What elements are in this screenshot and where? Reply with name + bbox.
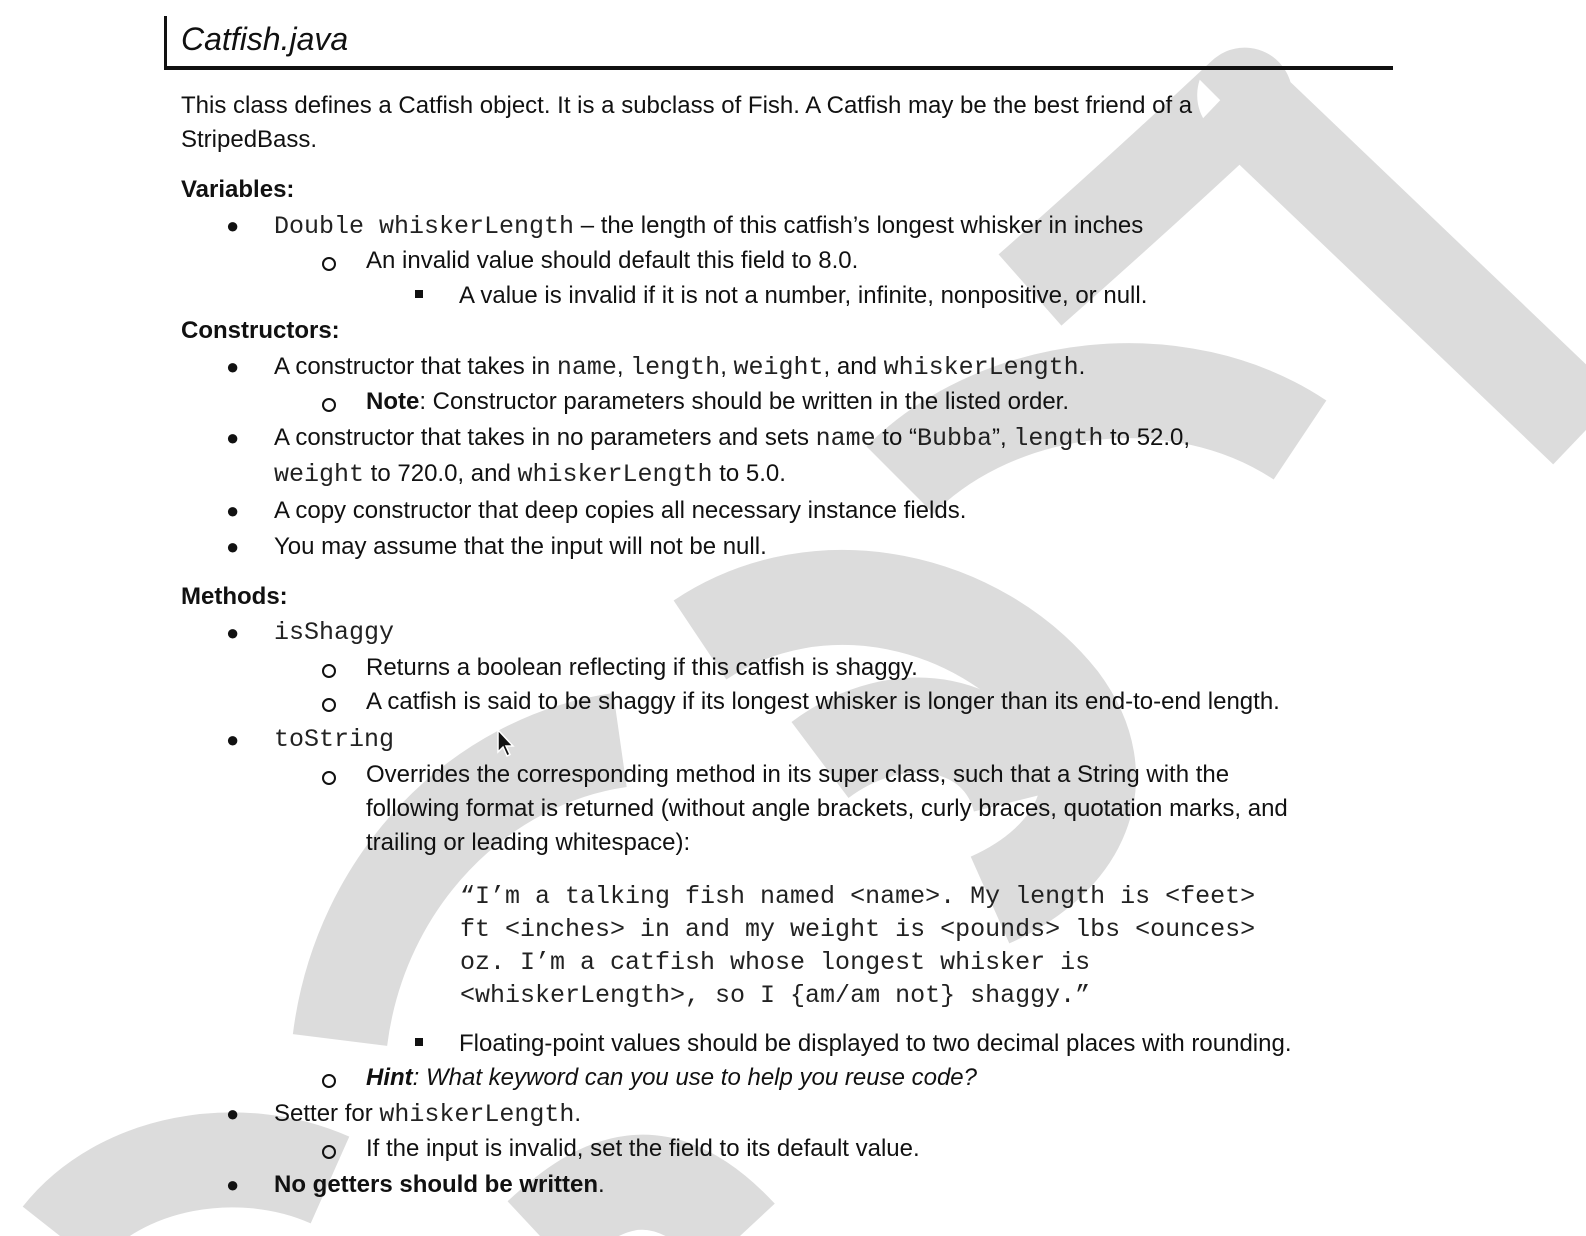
circle-bullet-icon — [322, 398, 336, 412]
constructors-heading: Constructors: — [181, 317, 340, 344]
constructor-2-line-1 — [274, 424, 1190, 453]
param-length-code: length — [1013, 424, 1104, 453]
note-label: Note — [366, 388, 420, 415]
constructor-2-line-2 — [274, 460, 786, 489]
method-to-string: toString — [274, 725, 395, 754]
variable-whisker-length — [274, 212, 1143, 241]
bullet-icon: ● — [226, 727, 240, 752]
param-length-code: length — [630, 353, 721, 382]
format-line-1: “I’m a talking fish named <name>. My length is <feet> — [460, 882, 1256, 911]
constructor-3: A copy constructor that deep copies all necessary instance fields. — [274, 497, 967, 524]
setter-code: whiskerLength — [379, 1100, 575, 1129]
no-getters-item — [274, 1171, 605, 1199]
hint-text: : What keyword can you use to help you reuse code? — [412, 1064, 977, 1091]
variable-sub-2: A value is invalid if it is not a number, infinite, nonpositive, or null. — [459, 282, 1148, 309]
mouse-pointer-icon — [496, 728, 516, 758]
no-getters-text: No getters should be written — [274, 1171, 599, 1198]
bullet-icon: ● — [226, 498, 240, 523]
hint-label: Hint — [366, 1064, 413, 1091]
page-title: Catfish.java — [181, 21, 349, 57]
square-bullet-icon — [415, 290, 423, 298]
format-line-3: oz. I’m a catfish whose longest whisker is — [460, 948, 1091, 977]
circle-bullet-icon — [322, 1145, 336, 1159]
bullet-icon: ● — [226, 425, 240, 450]
param-weight-code: weight — [274, 460, 365, 489]
bullet-icon: ● — [226, 354, 240, 379]
separator: , — [720, 353, 734, 380]
bullet-icon: ● — [226, 213, 240, 238]
intro-line-1: This class defines a Catfish object. It is a subclass of Fish. A Catfish may be the best friend of a — [181, 92, 1193, 119]
param-name-code: name — [556, 353, 617, 382]
param-whisker-code: whiskerLength — [883, 353, 1079, 382]
text-to: to 5.0. — [712, 460, 786, 487]
bullet-icon: ● — [226, 620, 240, 645]
circle-bullet-icon — [322, 698, 336, 712]
param-whisker-code: whiskerLength — [517, 460, 713, 489]
param-weight-code: weight — [733, 353, 824, 382]
separator: , and — [823, 353, 884, 380]
to-string-desc-line-2: following format is returned (without angle brackets, curly braces, quotation marks, and — [366, 795, 1288, 822]
param-name-code: name — [815, 424, 876, 453]
constructor-1-prefix: A constructor that takes in — [274, 353, 557, 380]
separator: , — [616, 353, 631, 380]
square-bullet-icon — [415, 1038, 423, 1046]
is-shaggy-desc-1: Returns a boolean reflecting if this catfish is shaggy. — [366, 654, 918, 681]
text-to: to 52.0, — [1103, 424, 1191, 451]
constructor-note — [366, 388, 1069, 416]
format-line-2: ft <inches> in and my weight is <pounds> lbs <ounces> — [460, 915, 1256, 944]
setter-desc: If the input is invalid, set the field to its default value. — [366, 1135, 920, 1162]
method-is-shaggy: isShaggy — [274, 618, 395, 647]
circle-bullet-icon — [322, 1074, 336, 1088]
separator: ”, — [992, 424, 1014, 451]
field-description: – the length of this catfish’s longest whisker in inches — [574, 212, 1144, 239]
period: . — [1078, 353, 1086, 380]
to-string-desc-line-3: trailing or leading whitespace): — [366, 829, 691, 856]
circle-bullet-icon — [322, 257, 336, 271]
format-code-block — [460, 880, 1255, 1012]
is-shaggy-desc-2: A catfish is said to be shaggy if its longest whisker is longer than its end-to-end length. — [366, 688, 1280, 715]
field-code: Double whiskerLength — [274, 212, 575, 241]
variables-heading: Variables: — [181, 176, 295, 203]
text-to: to “ — [875, 424, 917, 451]
format-line-4: <whiskerLength>, so I {am/am not} shaggy.” — [460, 981, 1091, 1010]
bullet-icon: ● — [226, 1172, 240, 1197]
variable-sub-1: An invalid value should default this field to 8.0. — [366, 247, 859, 274]
methods-heading: Methods: — [181, 583, 288, 610]
period: . — [574, 1100, 582, 1127]
to-string-desc-line-1: Overrides the corresponding method in its super class, such that a String with the — [366, 761, 1230, 788]
default-name-code: Bubba — [916, 424, 992, 453]
period: . — [598, 1171, 605, 1198]
circle-bullet-icon — [322, 771, 336, 785]
setter-item — [274, 1100, 581, 1129]
constructor-1 — [274, 353, 1085, 382]
constructor-2-prefix: A constructor that takes in no parameters and sets — [274, 424, 816, 451]
hint — [366, 1064, 977, 1092]
bullet-icon: ● — [226, 1101, 240, 1126]
setter-prefix: Setter for — [274, 1100, 380, 1127]
title-rule — [164, 16, 1393, 70]
circle-bullet-icon — [322, 664, 336, 678]
float-note: Floating-point values should be displayed to two decimal places with rounding. — [459, 1030, 1292, 1057]
bullet-icon: ● — [226, 534, 240, 559]
note-text: : Constructor parameters should be written in the listed order. — [419, 388, 1069, 415]
intro-line-2: StripedBass. — [181, 126, 318, 153]
text-to: to 720.0, and — [364, 460, 518, 487]
constructor-4: You may assume that the input will not be null. — [274, 533, 767, 560]
